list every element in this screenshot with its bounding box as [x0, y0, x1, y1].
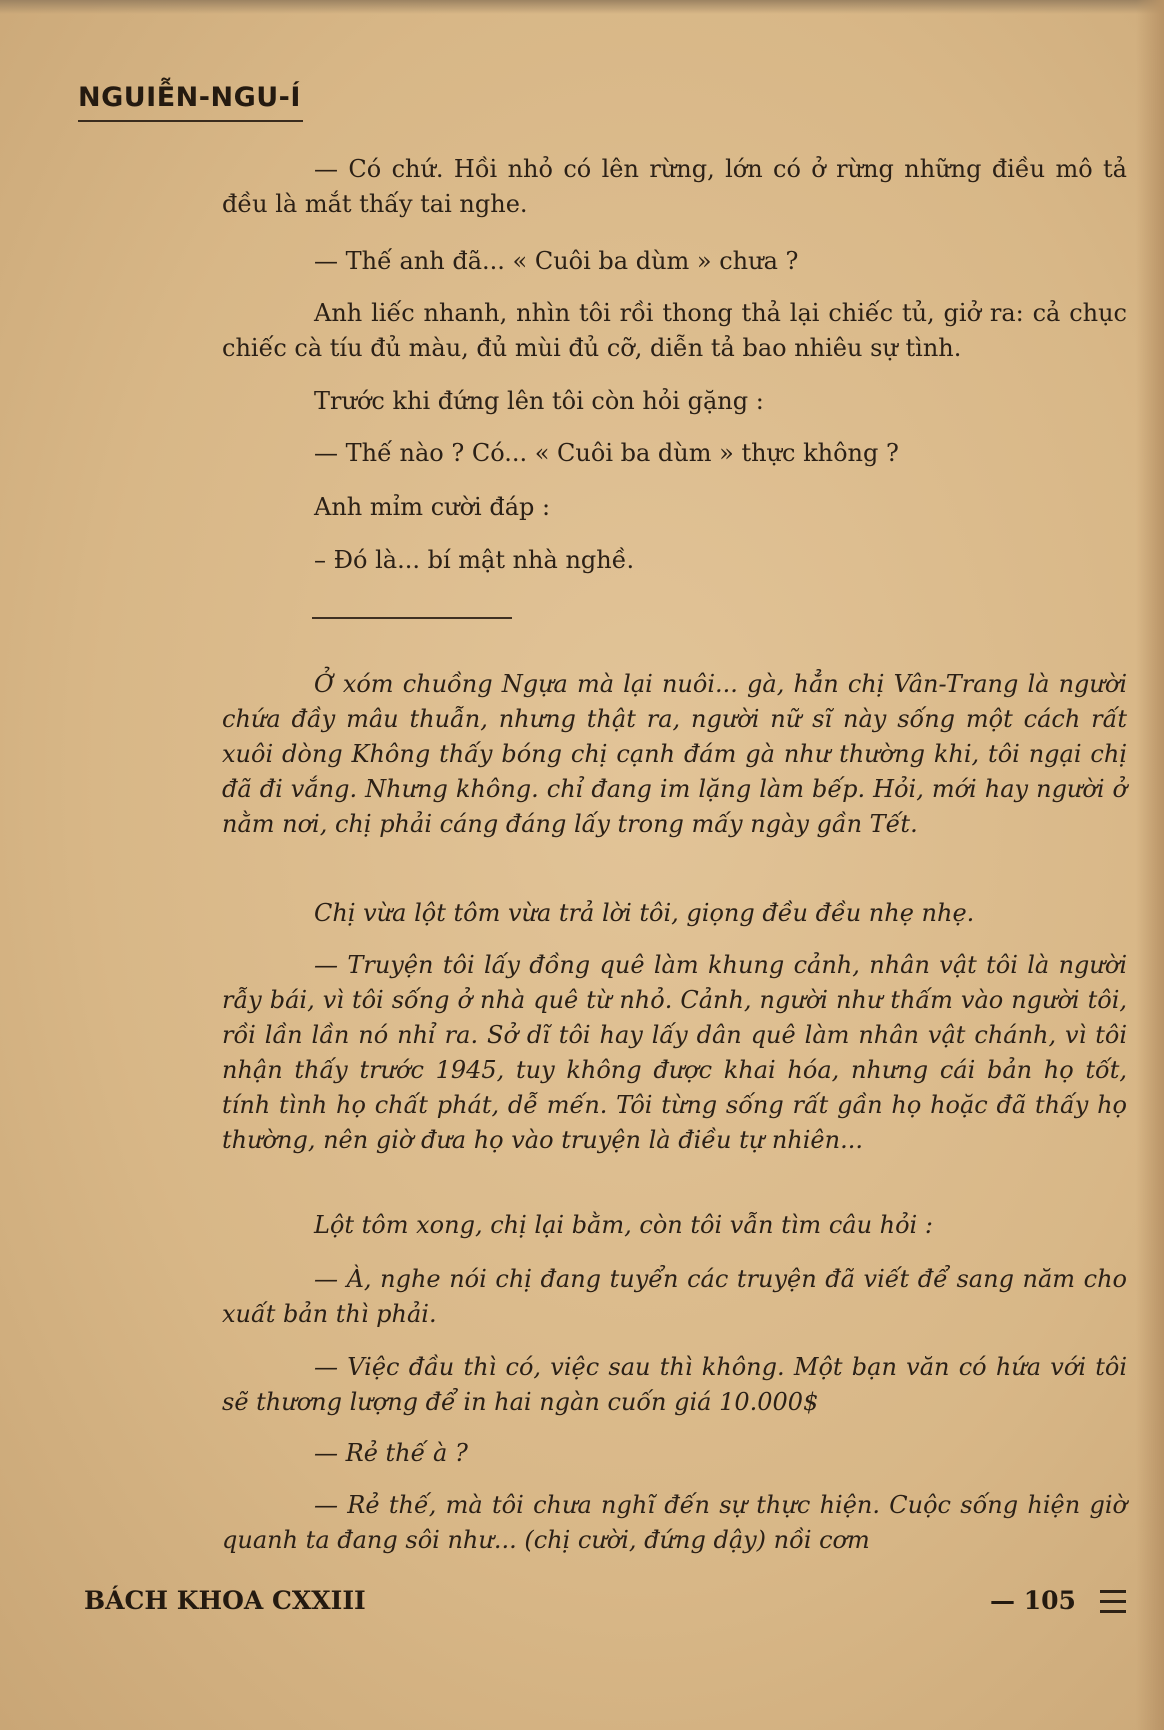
paragraph: Ở xóm chuồng Ngựa mà lại nuôi... gà, hẳn chị Vân-Trang là người chứa đầy mâu thuẫn, nhưng thật ra, người nữ sĩ này sống một cách rất xuôi dòng Không thấy bóng chị cạnh đám gà như thường khi, tôi ngại chị đã đi vắng. Nhưng không. chỉ đang im lặng làm bếp. Hỏi, mới hay người ở nằm nơi, chị phải cáng đáng lấy trong mấy ngày gần Tết. [222, 670, 1127, 838]
paragraph: Trước khi đứng lên tôi còn hỏi gặng : [314, 387, 764, 415]
paragraph: — Truyện tôi lấy đồng quê làm khung cảnh, nhân vật tôi là người rẫy bái, vì tôi sống ở nhà quê từ nhỏ. Cảnh, người như thấm vào người tôi, rồi lần lần nó nhỉ ra. Sở dĩ tôi hay lấy dân quê làm nhân vật chánh, vì tôi nhận thấy trước 1945, tuy không được khai hóa, nhưng cái bản họ tốt, tính tình họ chất phát, dễ mến. Tôi từng sống rất gần họ hoặc đã thấy họ thường, nên giờ đưa họ vào truyện là điều tự nhiên... [222, 951, 1127, 1154]
paragraph: — Thế nào ? Có... « Cuôi ba dùm » thực không ? [314, 439, 899, 467]
paragraph: Anh mỉm cười đáp : [314, 493, 551, 521]
author-header: NGUIỄN-NGU-Í [78, 82, 301, 113]
magazine-title: BÁCH KHOA CXXIII [84, 1586, 366, 1615]
page-right-edge [1136, 0, 1164, 1730]
paragraph: — Thế anh đã... « Cuôi ba dùm » chưa ? [314, 247, 799, 275]
paragraph: Chị vừa lột tôm vừa trả lời tôi, giọng đều đều nhẹ nhẹ. [314, 899, 975, 927]
paragraph: — Rẻ thế à ? [314, 1439, 468, 1467]
paragraph: – Đó là... bí mật nhà nghề. [314, 546, 635, 574]
paragraph: Lột tôm xong, chị lại bằm, còn tôi vẫn tìm câu hỏi : [314, 1211, 933, 1239]
paragraph: — À, nghe nói chị đang tuyển các truyện đã viết để sang năm cho xuất bản thì phải. [222, 1265, 1127, 1328]
page-top-edge [0, 0, 1164, 14]
header-underline [78, 120, 303, 122]
page-number: — 105 [990, 1586, 1076, 1615]
triple-bar-icon [1100, 1590, 1126, 1614]
paragraph: — Rẻ thế, mà tôi chưa nghĩ đến sự thực hiện. Cuộc sống hiện giờ quanh ta đang sôi như... (chị cười, đứng dậy) nồi cơm [222, 1491, 1127, 1554]
paragraph: — Việc đầu thì có, việc sau thì không. Một bạn văn có hứa với tôi sẽ thương lượng để in hai ngàn cuốn giá 10.000$ [222, 1353, 1127, 1416]
paragraph: — Có chứ. Hồi nhỏ có lên rừng, lớn có ở rừng những điều mô tả đều là mắt thấy tai nghe. [222, 155, 1127, 218]
section-divider [312, 617, 512, 619]
paragraph: Anh liếc nhanh, nhìn tôi rồi thong thả lại chiếc tủ, giở ra: cả chục chiếc cà tíu đủ màu, đủ mùi đủ cỡ, diễn tả bao nhiêu sự tình. [222, 299, 1127, 362]
